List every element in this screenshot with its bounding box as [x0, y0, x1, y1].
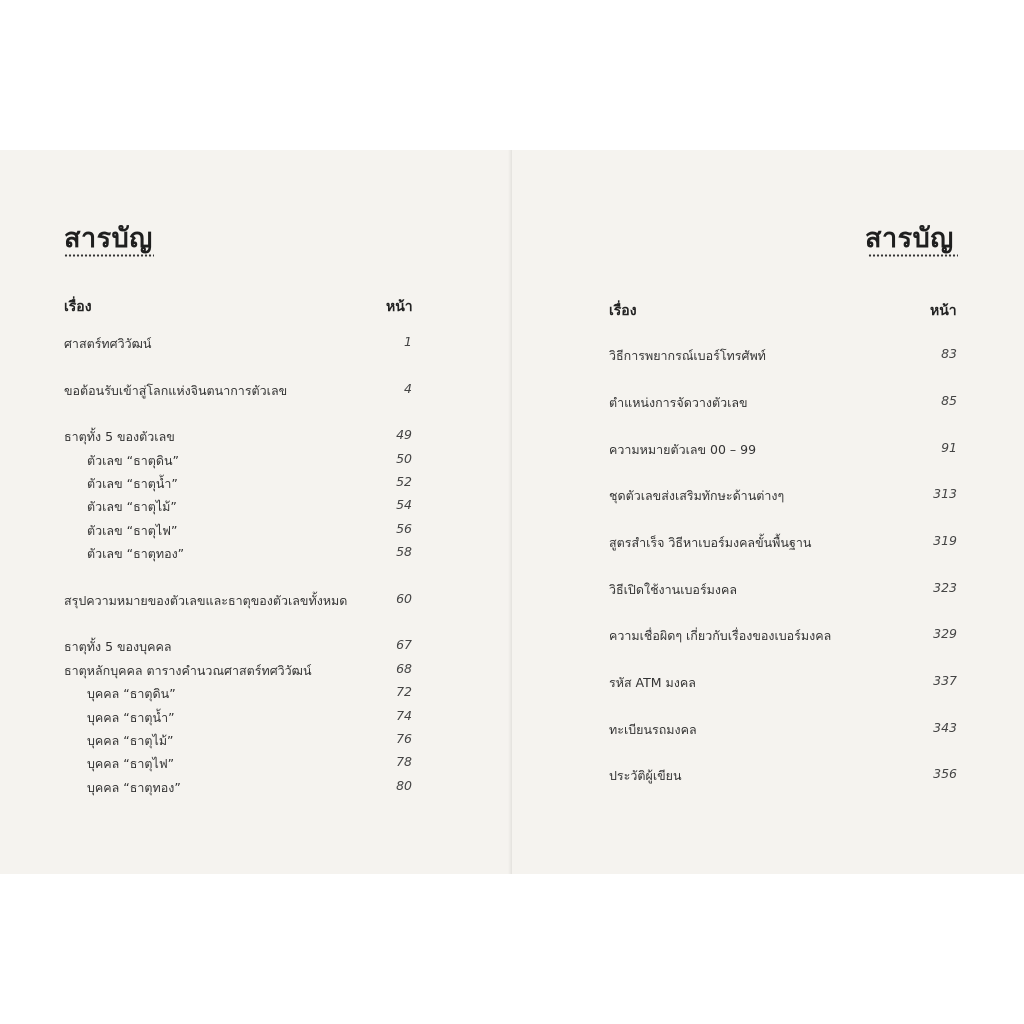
toc-page-number: 54: [396, 497, 412, 512]
toc-page-number: 1: [404, 334, 412, 349]
toc-page-number: 319: [933, 533, 957, 548]
toc-entry: ประวัติผู้เขียน: [609, 768, 682, 783]
toc-entry: วิธีการพยากรณ์เบอร์โทรศัพท์: [609, 348, 766, 363]
toc-page-number: 356: [933, 766, 957, 781]
toc-page-number: 313: [933, 486, 957, 501]
toc-page-number: 58: [396, 544, 412, 559]
toc-subentry: ตัวเลข “ธาตุไฟ”: [87, 523, 178, 538]
toc-page-number: 76: [396, 731, 412, 746]
toc-page-number: 337: [933, 673, 957, 688]
toc-page-number: 323: [933, 580, 957, 595]
toc-page-number: 78: [396, 754, 412, 769]
toc-subentry: ตัวเลข “ธาตุไม้”: [87, 499, 177, 514]
right-page: [512, 150, 1024, 874]
toc-page-number: 49: [396, 427, 412, 442]
topic-header: เรื่อง: [64, 299, 92, 315]
toc-entry: สรุปความหมายของตัวเลขและธาตุของตัวเลขทั้งหมด: [64, 593, 348, 608]
toc-page-number: 83: [941, 346, 957, 361]
page-title: สารบัญ: [865, 223, 954, 254]
toc-entry: ความเชื่อผิดๆ เกี่ยวกับเรื่องของเบอร์มงคล: [609, 628, 832, 643]
toc-page-number: 67: [396, 637, 412, 652]
toc-page-number: 80: [396, 778, 412, 793]
dotted-divider: [64, 254, 154, 257]
toc-entry: วิธีเปิดใช้งานเบอร์มงคล: [609, 582, 738, 597]
toc-page-number: 91: [941, 440, 957, 455]
toc-page-number: 72: [396, 684, 412, 699]
toc-entry: สูตรสำเร็จ วิธีหาเบอร์มงคลขั้นพื้นฐาน: [609, 535, 812, 550]
toc-subentry: ตัวเลข “ธาตุดิน”: [87, 453, 179, 468]
dotted-divider: [868, 254, 958, 257]
toc-page-number: 85: [941, 393, 957, 408]
toc-page-number: 343: [933, 720, 957, 735]
toc-subentry: ตัวเลข “ธาตุน้ำ”: [87, 476, 178, 491]
toc-subentry: บุคคล “ธาตุดิน”: [87, 686, 176, 701]
toc-page-number: 329: [933, 626, 957, 641]
toc-entry: ทะเบียนรถมงคล: [609, 722, 697, 737]
toc-subentry: ตัวเลข “ธาตุทอง”: [87, 546, 185, 561]
toc-page-number: 60: [396, 591, 412, 606]
toc-entry: ธาตุหลักบุคคล ตารางคำนวณศาสตร์ทศวิวัฒน์: [64, 663, 312, 678]
page-header: หน้า: [930, 303, 957, 319]
toc-subentry: บุคคล “ธาตุไม้”: [87, 733, 174, 748]
toc-entry: ความหมายตัวเลข 00 – 99: [609, 442, 757, 457]
toc-entry: รหัส ATM มงคล: [609, 675, 696, 690]
toc-page-number: 68: [396, 661, 412, 676]
toc-entry: ธาตุทั้ง 5 ของบุคคล: [64, 639, 172, 654]
toc-subentry: บุคคล “ธาตุทอง”: [87, 780, 181, 795]
toc-entry: ชุดตัวเลขส่งเสริมทักษะด้านต่างๆ: [609, 488, 785, 503]
toc-page-number: 52: [396, 474, 412, 489]
toc-page-number: 56: [396, 521, 412, 536]
toc-page-number: 74: [396, 708, 412, 723]
toc-entry: ศาสตร์ทศวิวัฒน์: [64, 336, 152, 351]
toc-subentry: บุคคล “ธาตุน้ำ”: [87, 710, 175, 725]
toc-subentry: บุคคล “ธาตุไฟ”: [87, 756, 175, 771]
toc-page-number: 4: [404, 381, 412, 396]
page-title: สารบัญ: [64, 223, 153, 254]
toc-page-number: 50: [396, 451, 412, 466]
left-page: [0, 150, 512, 874]
topic-header: เรื่อง: [609, 303, 637, 319]
toc-entry: ตำแหน่งการจัดวางตัวเลข: [609, 395, 748, 410]
page-header: หน้า: [386, 299, 413, 315]
book-spread: [0, 150, 1024, 874]
toc-entry: ธาตุทั้ง 5 ของตัวเลข: [64, 429, 175, 444]
toc-entry: ขอต้อนรับเข้าสู่โลกแห่งจินตนาการตัวเลข: [64, 383, 288, 398]
